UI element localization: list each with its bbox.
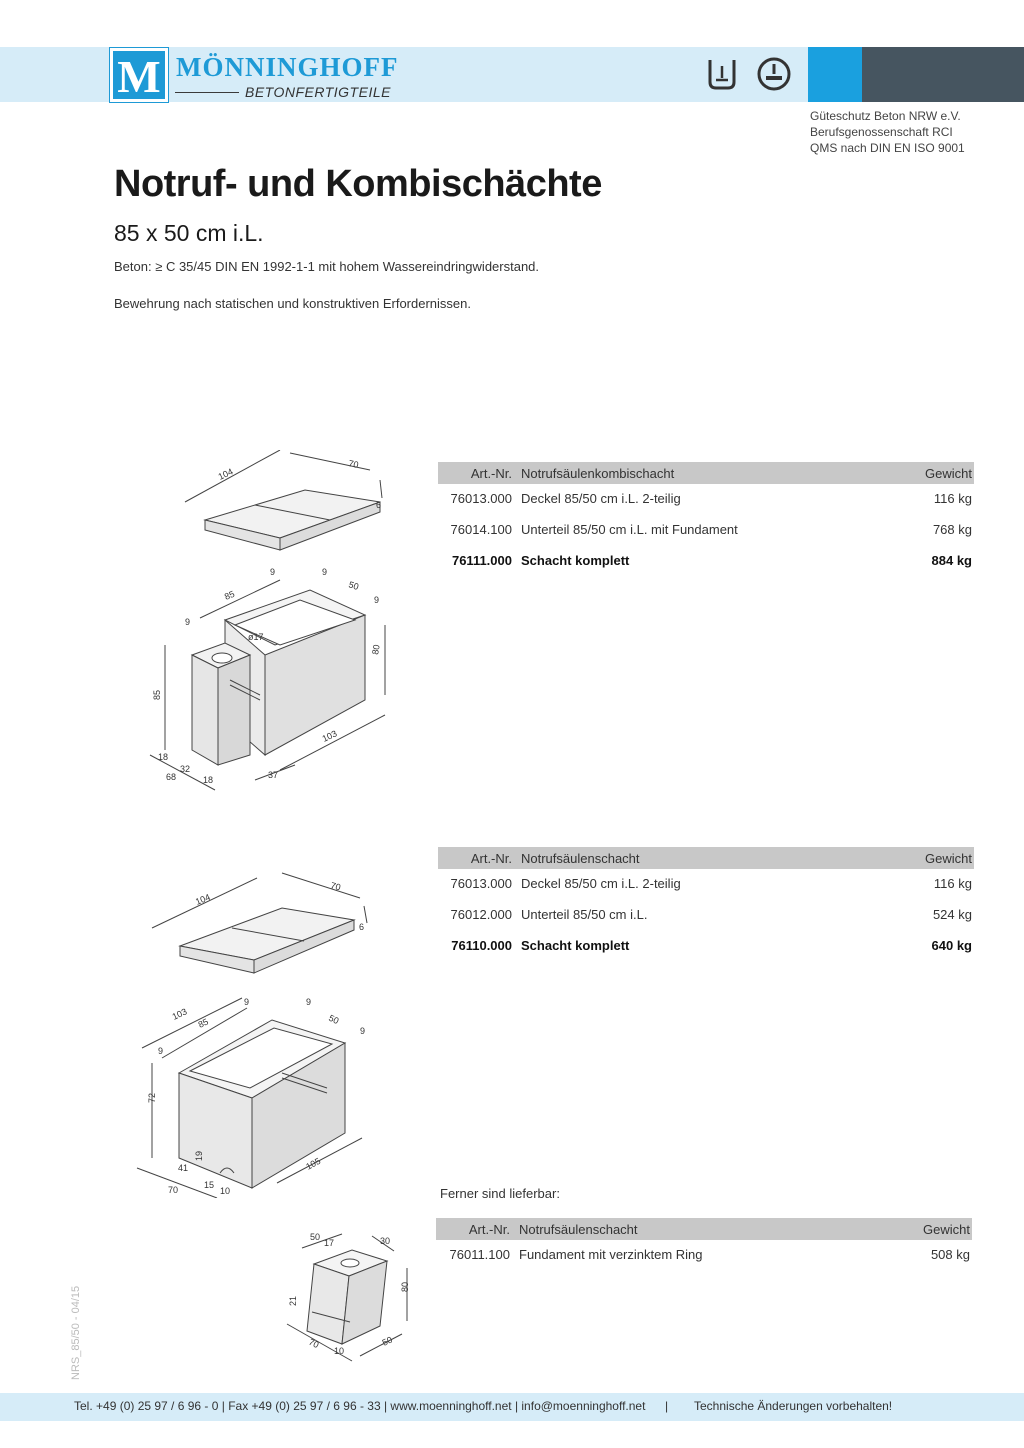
footer-contact: Tel. +49 (0) 25 97 / 6 96 - 0 | Fax +49 (0) 25 97 / 6 96 - 33 | www.moenninghoff.net | info@moenninghoff.net [74, 1399, 646, 1413]
dimension-label: 9 [374, 595, 380, 605]
table-row-total [438, 546, 974, 577]
certification-list [810, 108, 965, 156]
cell-art-nr: 76013.000 [450, 876, 512, 891]
dimension-label: 9 [244, 997, 250, 1007]
cell-art-nr: 76011.100 [449, 1247, 510, 1262]
dimension-label: 70 [329, 880, 342, 893]
cell-art-nr: 76110.000 [451, 938, 512, 953]
cell-weight: 640 kg [931, 938, 972, 953]
dimension-label: 70 [347, 458, 360, 471]
certification-line: QMS nach DIN EN ISO 9001 [810, 141, 965, 155]
cell-art-nr: 76013.000 [450, 491, 512, 506]
cell-description: Unterteil 85/50 cm i.L. mit Fundament [521, 522, 738, 537]
dimension-label: 50 [327, 1012, 341, 1027]
table-header [438, 847, 974, 869]
cell-weight: 116 kg [933, 491, 972, 506]
dimension-label: 6 [359, 922, 365, 932]
cell-weight: 768 kg [932, 522, 972, 537]
cell-weight: 508 kg [930, 1247, 970, 1262]
dimension-label: 9 [360, 1026, 366, 1036]
dimension-label: 85 [223, 588, 237, 602]
dimension-label: 105 [304, 1155, 323, 1172]
dimension-label: 50 [310, 1232, 321, 1242]
header-description: Notrufsäulenschacht [519, 1222, 638, 1237]
dimension-label: 104 [194, 891, 212, 907]
dimension-label: 41 [178, 1163, 189, 1173]
dimension-label: 70 [307, 1336, 321, 1351]
cell-description: Schacht komplett [521, 938, 630, 953]
dimension-label: 19 [194, 1150, 204, 1161]
dimension-label: 103 [320, 728, 339, 744]
cell-art-nr: 76014.100 [450, 522, 512, 537]
product-table-kombischacht [438, 462, 974, 577]
dimension-label: 18 [158, 752, 169, 762]
table-row [438, 515, 974, 546]
drawing-notrufsaeulenschacht [122, 868, 392, 1198]
product-table-fundament [436, 1218, 972, 1271]
dimension-label: 6 [376, 500, 382, 510]
table-row [438, 869, 974, 900]
cell-description: Unterteil 85/50 cm i.L. [521, 907, 648, 922]
brand-name: MÖNNINGHOFF [176, 52, 399, 82]
cell-weight: 884 kg [931, 553, 972, 568]
table-row [436, 1240, 972, 1271]
header-accent-gray [862, 47, 1024, 102]
brand-logo [108, 46, 408, 104]
dimension-label: 9 [322, 567, 328, 577]
dimension-label: 32 [180, 764, 191, 774]
brand-letter: M [117, 51, 161, 102]
table-row [438, 900, 974, 931]
concrete-spec: Beton: ≥ C 35/45 DIN EN 1992-1-1 mit hohem Wassereindringwiderstand. [114, 259, 540, 274]
header-weight: Gewicht [925, 851, 972, 866]
footer-separator: | [665, 1399, 669, 1413]
dimension-label: 104 [216, 466, 235, 482]
dimension-label: 103 [170, 1006, 189, 1022]
cell-description: Deckel 85/50 cm i.L. 2-teilig [521, 491, 681, 506]
certification-line: Güteschutz Beton NRW e.V. [810, 109, 961, 123]
drawing-kombischacht [130, 450, 400, 800]
dimension-label: 70 [168, 1185, 179, 1195]
footer-note: Technische Änderungen vorbehalten! [694, 1399, 893, 1413]
drawing-fundament [282, 1226, 422, 1366]
dimension-label: 17 [324, 1238, 335, 1248]
cell-description: Fundament mit verzinktem Ring [519, 1247, 703, 1262]
document-code: NRS_85/50 - 04/15 [70, 1285, 82, 1380]
quality-mark-icon [704, 56, 740, 92]
page-title: Notruf- und Kombischächte [114, 163, 602, 205]
dimension-label: 30 [380, 1236, 391, 1246]
dimension-label: 21 [288, 1295, 298, 1306]
cell-weight: 524 kg [932, 907, 972, 922]
header-accent-blue [808, 47, 862, 102]
header-art-nr: Art.-Nr. [470, 466, 512, 481]
header-weight: Gewicht [925, 466, 972, 481]
reinforcement-note: Bewehrung nach statischen und konstruktiven Erfordernissen. [114, 296, 471, 311]
table-row-total [438, 931, 974, 962]
product-table-notrufsaeulenschacht [438, 847, 974, 962]
dimension-label: 15 [204, 1180, 215, 1190]
also-available-label: Ferner sind lieferbar: [440, 1186, 560, 1201]
dimension-label: 80 [370, 643, 382, 656]
dimension-label: 10 [334, 1346, 345, 1356]
dimension-label: ø17 [248, 632, 264, 642]
brand-subtitle: BETONFERTIGTEILE [245, 84, 391, 100]
dimension-label: 68 [166, 772, 177, 782]
brand-rule [175, 92, 239, 93]
cell-description: Deckel 85/50 cm i.L. 2-teilig [521, 876, 681, 891]
header-description: Notrufsäulenkombischacht [521, 466, 675, 481]
brand-logo-mark [110, 48, 168, 102]
dimension-label: 72 [147, 1092, 157, 1103]
certification-line: Berufsgenossenschaft RCI [810, 125, 953, 139]
dimension-label: 50 [380, 1334, 394, 1348]
dimension-label: 85 [196, 1016, 210, 1030]
dimension-label: 80 [400, 1281, 410, 1292]
table-header [436, 1218, 972, 1240]
dimension-label: 9 [158, 1046, 164, 1056]
dimension-label: 9 [270, 567, 276, 577]
table-row [438, 484, 974, 515]
page-subtitle: 85 x 50 cm i.L. [114, 220, 264, 246]
header-art-nr: Art.-Nr. [470, 851, 512, 866]
cell-art-nr: 76111.000 [451, 553, 512, 568]
header-weight: Gewicht [923, 1222, 970, 1237]
dimension-label: 85 [152, 689, 162, 700]
dimension-label: 50 [347, 579, 360, 592]
header-description: Notrufsäulenschacht [521, 851, 640, 866]
cell-weight: 116 kg [933, 876, 972, 891]
dimension-label: 10 [220, 1186, 231, 1196]
header-art-nr: Art.-Nr. [468, 1222, 510, 1237]
dimension-label: 37 [268, 770, 279, 780]
cell-art-nr: 76012.000 [450, 907, 512, 922]
berufsgenossenschaft-icon [756, 56, 792, 92]
dimension-label: 9 [306, 997, 312, 1007]
dimension-label: 18 [203, 775, 214, 785]
dimension-label: 9 [185, 617, 191, 627]
cell-description: Schacht komplett [521, 553, 630, 568]
table-header [438, 462, 974, 484]
